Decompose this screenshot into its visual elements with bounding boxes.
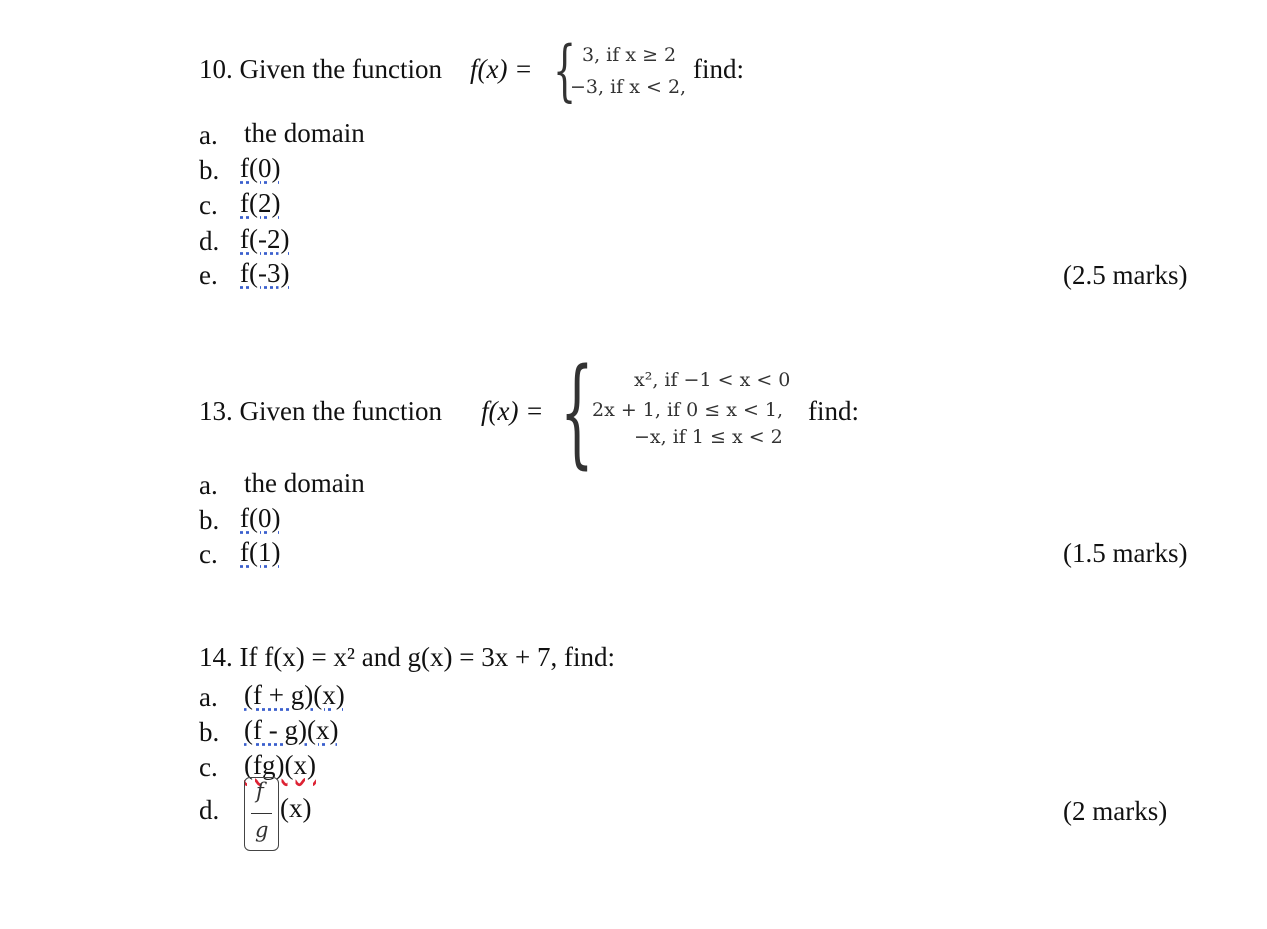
q10-item-text: f(-3) bbox=[240, 258, 290, 288]
q14-fraction-numerator: f bbox=[256, 779, 264, 803]
q13-brace: { bbox=[560, 342, 594, 480]
q10-item-letter: a. bbox=[199, 120, 218, 150]
q14-item-letter: c. bbox=[199, 752, 218, 782]
q14-item-letter: b. bbox=[199, 717, 220, 747]
q14-item-text: (f + g)(x) bbox=[244, 680, 345, 710]
q13-item-text: f(1) bbox=[240, 537, 281, 567]
q10-brace: { bbox=[553, 32, 577, 109]
q14-marks: (2 marks) bbox=[1063, 796, 1168, 826]
q10-item-letter: b. bbox=[199, 155, 220, 185]
q13-item-letter: b. bbox=[199, 505, 220, 535]
q10-item-text: f(0) bbox=[240, 153, 281, 183]
q14-item-tail: (x) bbox=[280, 793, 312, 823]
q13-item-letter: c. bbox=[199, 539, 218, 569]
q10-function-label: f(x) = bbox=[470, 54, 533, 84]
q10-marks: (2.5 marks) bbox=[1063, 260, 1188, 290]
q10-item-letter: d. bbox=[199, 226, 220, 256]
q10-find: find: bbox=[693, 54, 744, 84]
q13-case-3: −x, if 1 ≤ x < 2 bbox=[634, 426, 783, 448]
q13-marks: (1.5 marks) bbox=[1063, 538, 1188, 568]
q14-fraction-denominator: g bbox=[255, 818, 269, 842]
q14-item-text: (f - g)(x) bbox=[244, 715, 339, 745]
q10-case-2: −3, if x < 2, bbox=[570, 76, 687, 98]
q14-item-text: (fg)(x) bbox=[244, 750, 316, 780]
q10-item-text: f(-2) bbox=[240, 224, 290, 254]
q13-find: find: bbox=[808, 396, 859, 426]
q14-item-letter: a. bbox=[199, 682, 218, 712]
q10-item-letter: e. bbox=[199, 260, 218, 290]
q13-case-2: 2x + 1, if 0 ≤ x < 1, bbox=[592, 399, 784, 421]
q10-stem: 10. Given the function bbox=[199, 54, 442, 84]
q13-stem: 13. Given the function bbox=[199, 396, 442, 426]
q13-function-label: f(x) = bbox=[481, 396, 544, 426]
q10-case-1: 3, if x ≥ 2 bbox=[582, 44, 677, 66]
q10-item-text: the domain bbox=[244, 118, 365, 148]
q14-stem: 14. If f(x) = x² and g(x) = 3x + 7, find: bbox=[199, 642, 615, 672]
q14-fraction-box bbox=[244, 777, 279, 851]
q10-item-text: f(2) bbox=[240, 188, 281, 218]
q13-item-text: the domain bbox=[244, 468, 365, 498]
q13-case-1: x², if −1 < x < 0 bbox=[634, 369, 791, 391]
q14-fraction-bar bbox=[251, 813, 272, 814]
q10-item-letter: c. bbox=[199, 190, 218, 220]
q14-item-letter: d. bbox=[199, 795, 220, 825]
q13-item-text: f(0) bbox=[240, 503, 281, 533]
q13-item-letter: a. bbox=[199, 470, 218, 500]
